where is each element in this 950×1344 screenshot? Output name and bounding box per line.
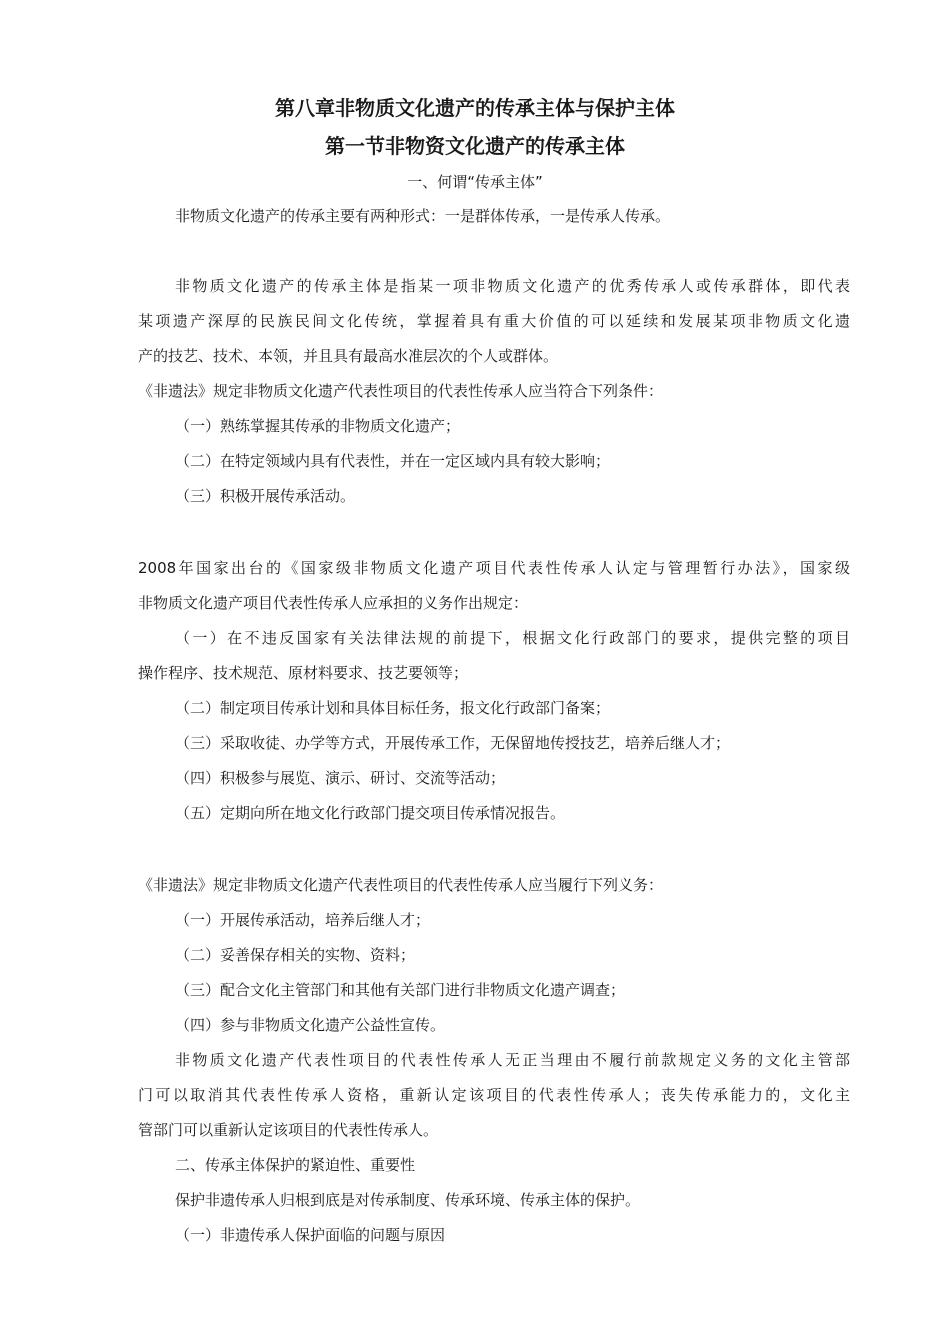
paragraph-two-forms: 非物质文化遗产的传承主要有两种形式：一是群体传承，一是传承人传承。 (175, 207, 671, 225)
revoke-paragraph-line-3: 管部门可以重新认定该项目的代表性传承人。 (138, 1121, 439, 1139)
law-conditions-intro: 《非遗法》规定非物质文化遗产代表性项目的代表性传承人应当符合下列条件： (138, 382, 664, 400)
law-condition-item: （二）在特定领域内具有代表性，并在一定区域内具有较大影响； (175, 452, 611, 470)
law-duty-item: （二）妥善保存相关的实物、资料； (175, 946, 416, 964)
measures-item: （四）积极参与展览、演示、研讨、交流等活动； (175, 769, 506, 787)
measures-intro-line-1: 2008年国家出台的《国家级非物质文化遗产项目代表性传承人认定与管理暂行办法》，国家级 (138, 559, 850, 577)
revoke-paragraph-line-1: 非物质文化遗产代表性项目的代表性传承人无正当理由不履行前款规定义务的文化主管部 (175, 1051, 850, 1069)
measures-item: （二）制定项目传承计划和具体目标任务，报文化行政部门备案； (175, 699, 611, 717)
law-duty-item: （三）配合文化主管部门和其他有关部门进行非物质文化遗产调查； (175, 981, 626, 999)
paragraph-definition-line-1: 非物质文化遗产的传承主体是指某一项非物质文化遗产的优秀传承人或传承群体，即代表 (175, 277, 850, 295)
revoke-paragraph-line-2: 门可以取消其代表性传承人资格，重新认定该项目的代表性传承人；丧失传承能力的，文化主 (138, 1086, 850, 1104)
subheading-problems: （一）非遗传承人保护面临的问题与原因 (175, 1226, 446, 1244)
law-condition-item: （一）熟练掌握其传承的非物质文化遗产； (175, 417, 461, 435)
paragraph-definition-line-3: 产的技艺、技术、本领，并且具有最高水准层次的个人或群体。 (138, 347, 559, 365)
subheading-urgency: 二、传承主体保护的紧迫性、重要性 (175, 1156, 416, 1174)
paragraph-definition-line-2: 某项遗产深厚的民族民间文化传统，掌握着具有重大价值的可以延续和发展某项非物质文化遗 (138, 312, 850, 330)
measures-item-1-line-2: 操作程序、技术规范、原材料要求、技艺要领等； (138, 664, 469, 682)
subheading-what-is-subject: 一、何谓“传承主体” (407, 173, 543, 191)
measures-item-1-line-1: （一）在不违反国家有关法律法规的前提下，根据文化行政部门的要求，提供完整的项目 (175, 629, 850, 647)
paragraph-protection: 保护非遗传承人归根到底是对传承制度、传承环境、传承主体的保护。 (175, 1191, 641, 1209)
measures-item: （三）采取收徒、办学等方式，开展传承工作，无保留地传授技艺，培养后继人才； (175, 734, 731, 752)
measures-intro-line-2: 非物质文化遗产项目代表性传承人应承担的义务作出规定： (138, 594, 529, 612)
measures-item: （五）定期向所在地文化行政部门提交项目传承情况报告。 (175, 804, 566, 822)
law-condition-item: （三）积极开展传承活动。 (175, 487, 356, 505)
section-title: 第一节非物资文化遗产的传承主体 (325, 134, 625, 158)
law-duty-item: （四）参与非物质文化遗产公益性宣传。 (175, 1016, 446, 1034)
law-duties-intro: 《非遗法》规定非物质文化遗产代表性项目的代表性传承人应当履行下列义务： (138, 876, 664, 894)
chapter-title: 第八章非物质文化遗产的传承主体与保护主体 (275, 96, 675, 120)
law-duty-item: （一）开展传承活动，培养后继人才； (175, 911, 431, 929)
